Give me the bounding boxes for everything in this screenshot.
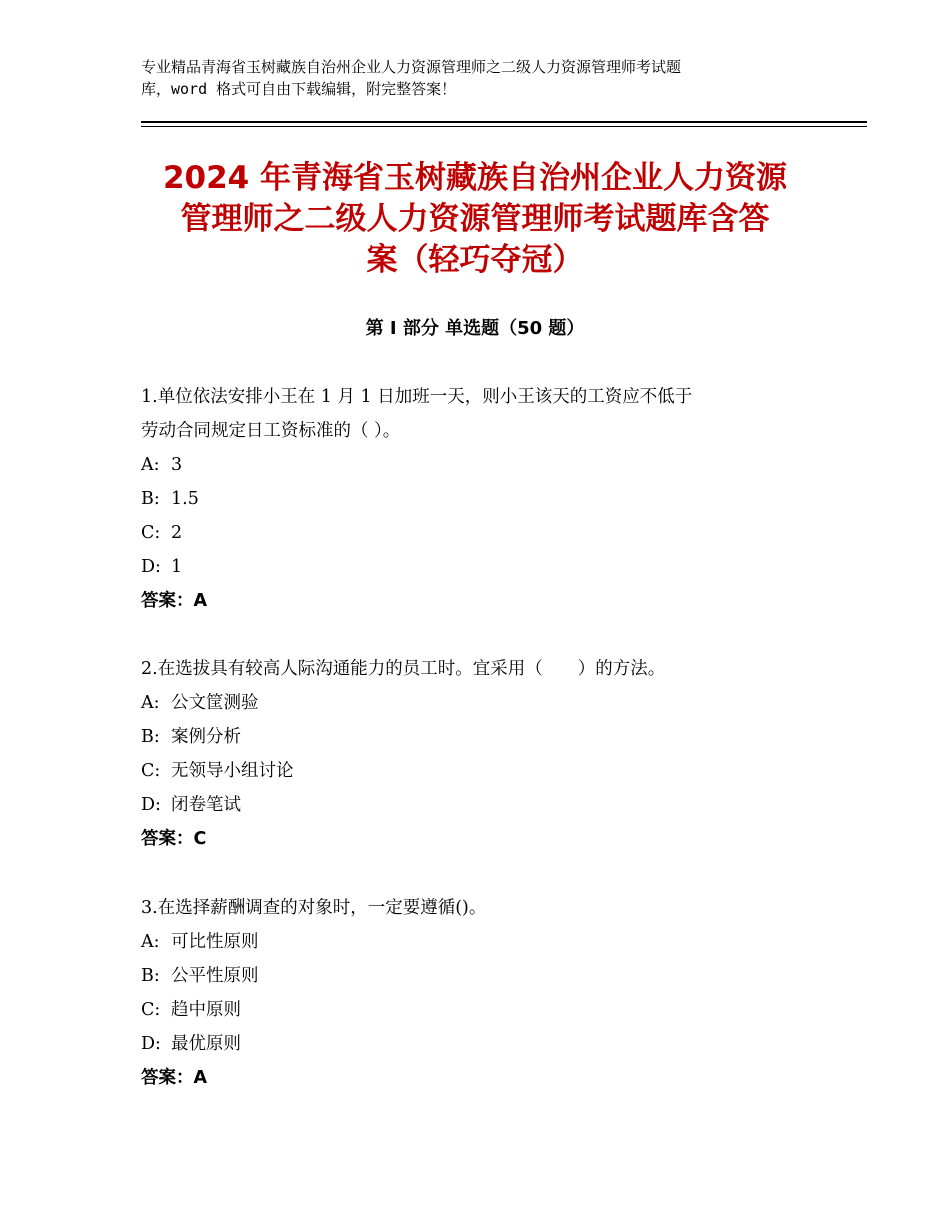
option-b xyxy=(141,959,841,993)
option-c xyxy=(141,754,841,788)
option-d xyxy=(141,1027,841,1061)
option-key: B: xyxy=(141,966,160,986)
header-note-line-1: 专业精品青海省玉树藏族自治州企业人力资源管理师之二级人力资源管理师考试题 xyxy=(141,58,682,76)
option-key: B: xyxy=(141,727,160,747)
option-d xyxy=(141,550,841,584)
option-key: D: xyxy=(141,1034,161,1054)
option-a xyxy=(141,686,841,720)
option-key: D: xyxy=(141,795,161,815)
option-c xyxy=(141,993,841,1027)
option-c xyxy=(141,516,841,550)
option-text: 最优原则 xyxy=(171,1034,241,1054)
title-line-1: 2024 年青海省玉树藏族自治州企业人力资源 xyxy=(162,160,788,196)
option-text: 可比性原则 xyxy=(171,932,259,952)
question-stem xyxy=(141,380,841,448)
header-rule-thick xyxy=(141,121,867,123)
question-2 xyxy=(141,652,841,856)
header-rule-thin xyxy=(141,126,867,127)
question-1 xyxy=(141,380,841,618)
question-stem-line-2: 劳动合同规定日工资标准的（ ）。 xyxy=(141,421,401,441)
answer-label: 答案：A xyxy=(141,1068,208,1088)
option-text: 无领导小组讨论 xyxy=(171,761,294,781)
header-note xyxy=(141,56,821,100)
option-key: C: xyxy=(141,1000,161,1020)
option-key: D: xyxy=(141,557,161,577)
document-title xyxy=(130,158,820,281)
option-key: B: xyxy=(141,489,160,509)
section-heading: 第 I 部分 单选题（50 题） xyxy=(365,318,585,339)
option-a xyxy=(141,925,841,959)
option-text: 2 xyxy=(171,523,183,543)
option-text: 案例分析 xyxy=(171,727,241,747)
answer-label: 答案：A xyxy=(141,591,208,611)
option-text: 闭卷笔试 xyxy=(171,795,241,815)
question-stem-line-1: 2.在选拔具有较高人际沟通能力的员工时。宜采用（ ）的方法。 xyxy=(141,659,666,679)
option-text: 公文筐测验 xyxy=(171,693,259,713)
question-stem-line-1: 3.在选择薪酬调查的对象时，一定要遵循()。 xyxy=(141,898,487,918)
title-line-3: 案（轻巧夺冠） xyxy=(366,242,584,278)
option-b xyxy=(141,720,841,754)
question-stem xyxy=(141,891,841,925)
option-text: 1 xyxy=(171,557,183,577)
option-text: 公平性原则 xyxy=(171,966,259,986)
title-line-2: 管理师之二级人力资源管理师考试题库含答 xyxy=(180,201,770,237)
option-a xyxy=(141,448,841,482)
header-note-line-2: 库，word 格式可自由下载编辑，附完整答案！ xyxy=(141,80,457,98)
option-b xyxy=(141,482,841,516)
option-text: 3 xyxy=(171,455,183,475)
option-d xyxy=(141,788,841,822)
option-key: A: xyxy=(141,455,160,475)
question-stem-line-1: 1.单位依法安排小王在 1 月 1 日加班一天，则小王该天的工资应不低于 xyxy=(141,387,693,407)
option-key: C: xyxy=(141,523,161,543)
option-text: 1.5 xyxy=(171,489,199,509)
option-key: A: xyxy=(141,693,160,713)
question-stem xyxy=(141,652,841,686)
option-key: C: xyxy=(141,761,161,781)
option-key: A: xyxy=(141,932,160,952)
answer-label: 答案：C xyxy=(141,829,207,849)
option-text: 趋中原则 xyxy=(171,1000,241,1020)
question-3 xyxy=(141,891,841,1095)
